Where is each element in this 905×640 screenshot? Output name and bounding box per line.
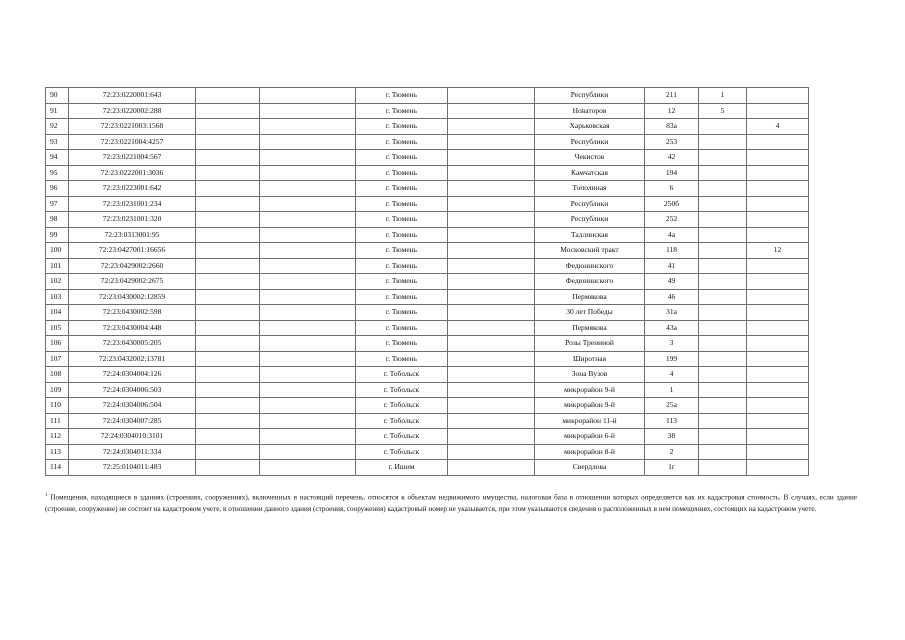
table-row (46, 258, 809, 274)
cadastral-number-cell: 72:23:0221004:4257 (69, 134, 196, 150)
house-number-cell: 12 (645, 103, 699, 119)
city-cell: г. Тюмень (356, 305, 448, 321)
col-6-cell (448, 382, 535, 398)
house-number-cell: 250б (645, 196, 699, 212)
col-4-cell (260, 336, 356, 352)
col-10-cell (747, 413, 809, 429)
city-cell: г. Тюмень (356, 103, 448, 119)
col-9-cell (699, 274, 747, 290)
street-cell: Розы Трениной (535, 336, 645, 352)
col-10-cell: 12 (747, 243, 809, 259)
col-4-cell (260, 320, 356, 336)
house-number-cell: 41 (645, 258, 699, 274)
table-row (46, 119, 809, 135)
col-9-cell: 5 (699, 103, 747, 119)
city-cell: г. Тобольск (356, 429, 448, 445)
table-row (46, 165, 809, 181)
col-9-cell (699, 134, 747, 150)
table-row (46, 367, 809, 383)
col-3-cell (196, 351, 260, 367)
house-number-cell: 252 (645, 212, 699, 228)
cadastral-number-cell: 72:23:0220001:643 (69, 88, 196, 104)
table-row (46, 243, 809, 259)
row-number-cell: 112 (46, 429, 69, 445)
col-4-cell (260, 429, 356, 445)
table-row (46, 398, 809, 414)
col-9-cell (699, 444, 747, 460)
row-number-cell: 95 (46, 165, 69, 181)
col-4-cell (260, 243, 356, 259)
city-cell: г. Тюмень (356, 274, 448, 290)
street-cell: микрорайон 6-й (535, 429, 645, 445)
cadastral-number-cell: 72:25:0104011:483 (69, 460, 196, 476)
col-10-cell (747, 305, 809, 321)
house-number-cell: 2 (645, 444, 699, 460)
col-9-cell (699, 212, 747, 228)
street-cell: Широтная (535, 351, 645, 367)
table-row (46, 134, 809, 150)
row-number-cell: 113 (46, 444, 69, 460)
city-cell: г. Тобольск (356, 398, 448, 414)
street-cell: Камчатская (535, 165, 645, 181)
row-number-cell: 99 (46, 227, 69, 243)
city-cell: г. Тюмень (356, 336, 448, 352)
col-10-cell (747, 320, 809, 336)
col-10-cell (747, 289, 809, 305)
house-number-cell: 1 (645, 382, 699, 398)
col-10-cell (747, 212, 809, 228)
city-cell: г. Тобольск (356, 413, 448, 429)
col-6-cell (448, 243, 535, 259)
col-3-cell (196, 305, 260, 321)
col-3-cell (196, 181, 260, 197)
row-number-cell: 98 (46, 212, 69, 228)
col-10-cell (747, 181, 809, 197)
house-number-cell: 194 (645, 165, 699, 181)
col-10-cell (747, 134, 809, 150)
house-number-cell: 3 (645, 336, 699, 352)
col-9-cell (699, 398, 747, 414)
col-4-cell (260, 398, 356, 414)
col-10-cell (747, 444, 809, 460)
house-number-cell: 253 (645, 134, 699, 150)
table-row (46, 196, 809, 212)
col-3-cell (196, 398, 260, 414)
col-9-cell (699, 382, 747, 398)
row-number-cell: 96 (46, 181, 69, 197)
col-9-cell (699, 243, 747, 259)
cadastral-number-cell: 72:24:0304011:334 (69, 444, 196, 460)
col-9-cell (699, 119, 747, 135)
col-9-cell (699, 413, 747, 429)
row-number-cell: 100 (46, 243, 69, 259)
cadastral-number-cell: 72:23:0430004:448 (69, 320, 196, 336)
col-6-cell (448, 227, 535, 243)
col-6-cell (448, 429, 535, 445)
street-cell: Зона Вузов (535, 367, 645, 383)
row-number-cell: 110 (46, 398, 69, 414)
col-6-cell (448, 88, 535, 104)
street-cell: Чекистов (535, 150, 645, 166)
col-4-cell (260, 444, 356, 460)
cadastral-number-cell: 72:23:0220002:288 (69, 103, 196, 119)
street-cell: Харьковская (535, 119, 645, 135)
cadastral-number-cell: 72:23:0429002:2660 (69, 258, 196, 274)
table-row (46, 289, 809, 305)
street-cell: Пермякова (535, 289, 645, 305)
col-4-cell (260, 460, 356, 476)
house-number-cell: 42 (645, 150, 699, 166)
col-4-cell (260, 367, 356, 383)
city-cell: г. Тюмень (356, 165, 448, 181)
table-row (46, 460, 809, 476)
col-10-cell (747, 351, 809, 367)
col-9-cell: 1 (699, 88, 747, 104)
col-6-cell (448, 103, 535, 119)
col-4-cell (260, 289, 356, 305)
cadastral-number-cell: 72:23:0231001:320 (69, 212, 196, 228)
house-number-cell: 43а (645, 320, 699, 336)
col-6-cell (448, 367, 535, 383)
city-cell: г. Тюмень (356, 150, 448, 166)
col-9-cell (699, 150, 747, 166)
street-cell: Республики (535, 196, 645, 212)
col-10-cell: 4 (747, 119, 809, 135)
city-cell: г. Тобольск (356, 382, 448, 398)
col-6-cell (448, 320, 535, 336)
col-3-cell (196, 320, 260, 336)
house-number-cell: 199 (645, 351, 699, 367)
table-row (46, 382, 809, 398)
row-number-cell: 114 (46, 460, 69, 476)
table-row (46, 444, 809, 460)
col-9-cell (699, 289, 747, 305)
col-3-cell (196, 444, 260, 460)
col-6-cell (448, 351, 535, 367)
street-cell: Московский тракт (535, 243, 645, 259)
col-4-cell (260, 103, 356, 119)
property-register-table (45, 87, 809, 476)
col-4-cell (260, 413, 356, 429)
cadastral-number-cell: 72:23:0430002:598 (69, 305, 196, 321)
house-number-cell: 4а (645, 227, 699, 243)
col-10-cell (747, 398, 809, 414)
col-3-cell (196, 382, 260, 398)
col-9-cell (699, 258, 747, 274)
house-number-cell: 113 (645, 413, 699, 429)
row-number-cell: 97 (46, 196, 69, 212)
cadastral-number-cell: 72:23:0427001:16656 (69, 243, 196, 259)
col-3-cell (196, 212, 260, 228)
city-cell: г. Тюмень (356, 351, 448, 367)
col-6-cell (448, 274, 535, 290)
col-3-cell (196, 103, 260, 119)
col-6-cell (448, 119, 535, 135)
row-number-cell: 111 (46, 413, 69, 429)
street-cell: микрорайон 9-й (535, 398, 645, 414)
house-number-cell: 6 (645, 181, 699, 197)
row-number-cell: 92 (46, 119, 69, 135)
col-3-cell (196, 274, 260, 290)
col-3-cell (196, 460, 260, 476)
col-4-cell (260, 88, 356, 104)
col-4-cell (260, 382, 356, 398)
col-4-cell (260, 274, 356, 290)
col-3-cell (196, 429, 260, 445)
city-cell: г. Тобольск (356, 444, 448, 460)
house-number-cell: 4 (645, 367, 699, 383)
city-cell: г. Тюмень (356, 243, 448, 259)
row-number-cell: 109 (46, 382, 69, 398)
col-9-cell (699, 196, 747, 212)
house-number-cell: 38 (645, 429, 699, 445)
city-cell: г. Тюмень (356, 119, 448, 135)
street-cell: Свердлова (535, 460, 645, 476)
footnote (45, 490, 857, 515)
col-9-cell (699, 460, 747, 476)
table-row (46, 274, 809, 290)
street-cell: Таллинская (535, 227, 645, 243)
row-number-cell: 104 (46, 305, 69, 321)
cadastral-number-cell: 72:23:0221004:567 (69, 150, 196, 166)
col-3-cell (196, 367, 260, 383)
city-cell: г. Тюмень (356, 181, 448, 197)
col-3-cell (196, 413, 260, 429)
cadastral-number-cell: 72:23:0429002:2675 (69, 274, 196, 290)
table-row (46, 429, 809, 445)
col-4-cell (260, 134, 356, 150)
city-cell: г. Тюмень (356, 212, 448, 228)
city-cell: г. Тобольск (356, 367, 448, 383)
col-9-cell (699, 351, 747, 367)
footnote-text: Помещения, находящиеся в зданиях (строениях, сооружениях), включенных в настоящий перечень, относятся к объектам недвижимого имущества, налоговая база в отношении которых определяется как их кадастровая стоимость. В случаях, если здание (строение, сооружение) не состоит на кадастровом учете, в отношении данного здания (строения, сооружения) кадастровый номер не указывается, при этом указываются сведения о расположенных в нем помещениях, состоящих на кадастровом учете. (45, 493, 858, 513)
col-3-cell (196, 227, 260, 243)
city-cell: г. Тюмень (356, 227, 448, 243)
col-6-cell (448, 165, 535, 181)
street-cell: Новаторов (535, 103, 645, 119)
house-number-cell: 25а (645, 398, 699, 414)
col-9-cell (699, 181, 747, 197)
col-4-cell (260, 165, 356, 181)
col-6-cell (448, 305, 535, 321)
col-3-cell (196, 134, 260, 150)
col-9-cell (699, 320, 747, 336)
row-number-cell: 93 (46, 134, 69, 150)
street-cell: Федюнинского (535, 274, 645, 290)
street-cell: микрорайон 9-й (535, 382, 645, 398)
col-10-cell (747, 460, 809, 476)
row-number-cell: 101 (46, 258, 69, 274)
col-3-cell (196, 336, 260, 352)
col-6-cell (448, 181, 535, 197)
col-4-cell (260, 351, 356, 367)
col-6-cell (448, 289, 535, 305)
house-number-cell: 31а (645, 305, 699, 321)
row-number-cell: 94 (46, 150, 69, 166)
col-4-cell (260, 181, 356, 197)
cadastral-number-cell: 72:23:0432002:13781 (69, 351, 196, 367)
col-10-cell (747, 367, 809, 383)
cadastral-number-cell: 72:23:0313001:95 (69, 227, 196, 243)
col-10-cell (747, 103, 809, 119)
col-9-cell (699, 305, 747, 321)
col-6-cell (448, 336, 535, 352)
house-number-cell: 49 (645, 274, 699, 290)
table-row (46, 88, 809, 104)
row-number-cell: 90 (46, 88, 69, 104)
city-cell: г. Ишим (356, 460, 448, 476)
col-10-cell (747, 336, 809, 352)
col-3-cell (196, 243, 260, 259)
table-row (46, 227, 809, 243)
street-cell: микрорайон 8-й (535, 444, 645, 460)
table-row (46, 212, 809, 228)
table-body (46, 88, 809, 476)
col-4-cell (260, 212, 356, 228)
cadastral-number-cell: 72:24:0304007:285 (69, 413, 196, 429)
col-9-cell (699, 227, 747, 243)
city-cell: г. Тюмень (356, 289, 448, 305)
row-number-cell: 105 (46, 320, 69, 336)
col-10-cell (747, 274, 809, 290)
cadastral-number-cell: 72:23:0430002:12859 (69, 289, 196, 305)
cadastral-number-cell: 72:23:0222001:3036 (69, 165, 196, 181)
table-row (46, 351, 809, 367)
col-9-cell (699, 429, 747, 445)
house-number-cell: 83а (645, 119, 699, 135)
table-row (46, 413, 809, 429)
col-3-cell (196, 165, 260, 181)
col-3-cell (196, 289, 260, 305)
col-3-cell (196, 119, 260, 135)
row-number-cell: 107 (46, 351, 69, 367)
col-10-cell (747, 88, 809, 104)
col-3-cell (196, 150, 260, 166)
footnote-marker: 1 (45, 493, 48, 498)
street-cell: микрорайон 11-й (535, 413, 645, 429)
street-cell: Республики (535, 212, 645, 228)
col-6-cell (448, 150, 535, 166)
house-number-cell: 118 (645, 243, 699, 259)
row-number-cell: 91 (46, 103, 69, 119)
col-10-cell (747, 150, 809, 166)
col-3-cell (196, 88, 260, 104)
street-cell: Республики (535, 134, 645, 150)
city-cell: г. Тюмень (356, 88, 448, 104)
cadastral-number-cell: 72:23:0430005:205 (69, 336, 196, 352)
col-6-cell (448, 460, 535, 476)
table-row (46, 181, 809, 197)
street-cell: Тополиная (535, 181, 645, 197)
col-10-cell (747, 258, 809, 274)
cadastral-number-cell: 72:24:0304010:3101 (69, 429, 196, 445)
city-cell: г. Тюмень (356, 320, 448, 336)
col-6-cell (448, 196, 535, 212)
row-number-cell: 102 (46, 274, 69, 290)
col-10-cell (747, 165, 809, 181)
col-6-cell (448, 444, 535, 460)
col-4-cell (260, 196, 356, 212)
table-row (46, 103, 809, 119)
house-number-cell: 1г (645, 460, 699, 476)
cadastral-number-cell: 72:23:0221003:1568 (69, 119, 196, 135)
cadastral-number-cell: 72:23:0223001:642 (69, 181, 196, 197)
col-6-cell (448, 258, 535, 274)
col-4-cell (260, 119, 356, 135)
city-cell: г. Тюмень (356, 258, 448, 274)
col-6-cell (448, 398, 535, 414)
street-cell: Пермякова (535, 320, 645, 336)
col-9-cell (699, 367, 747, 383)
cadastral-number-cell: 72:24:0304006:504 (69, 398, 196, 414)
street-cell: Республики (535, 88, 645, 104)
city-cell: г. Тюмень (356, 134, 448, 150)
row-number-cell: 108 (46, 367, 69, 383)
table-row (46, 320, 809, 336)
house-number-cell: 211 (645, 88, 699, 104)
col-9-cell (699, 165, 747, 181)
col-9-cell (699, 336, 747, 352)
city-cell: г. Тюмень (356, 196, 448, 212)
row-number-cell: 103 (46, 289, 69, 305)
col-4-cell (260, 305, 356, 321)
col-3-cell (196, 258, 260, 274)
cadastral-number-cell: 72:24:0304006:503 (69, 382, 196, 398)
table-row (46, 336, 809, 352)
house-number-cell: 46 (645, 289, 699, 305)
col-6-cell (448, 212, 535, 228)
street-cell: 30 лет Победы (535, 305, 645, 321)
row-number-cell: 106 (46, 336, 69, 352)
col-10-cell (747, 429, 809, 445)
street-cell: Федюнинского (535, 258, 645, 274)
col-6-cell (448, 413, 535, 429)
col-10-cell (747, 196, 809, 212)
col-4-cell (260, 227, 356, 243)
col-4-cell (260, 258, 356, 274)
col-3-cell (196, 196, 260, 212)
col-10-cell (747, 227, 809, 243)
col-6-cell (448, 134, 535, 150)
cadastral-number-cell: 72:23:0231001:234 (69, 196, 196, 212)
col-4-cell (260, 150, 356, 166)
table-row (46, 150, 809, 166)
col-10-cell (747, 382, 809, 398)
table-row (46, 305, 809, 321)
cadastral-number-cell: 72:24:0304004:126 (69, 367, 196, 383)
